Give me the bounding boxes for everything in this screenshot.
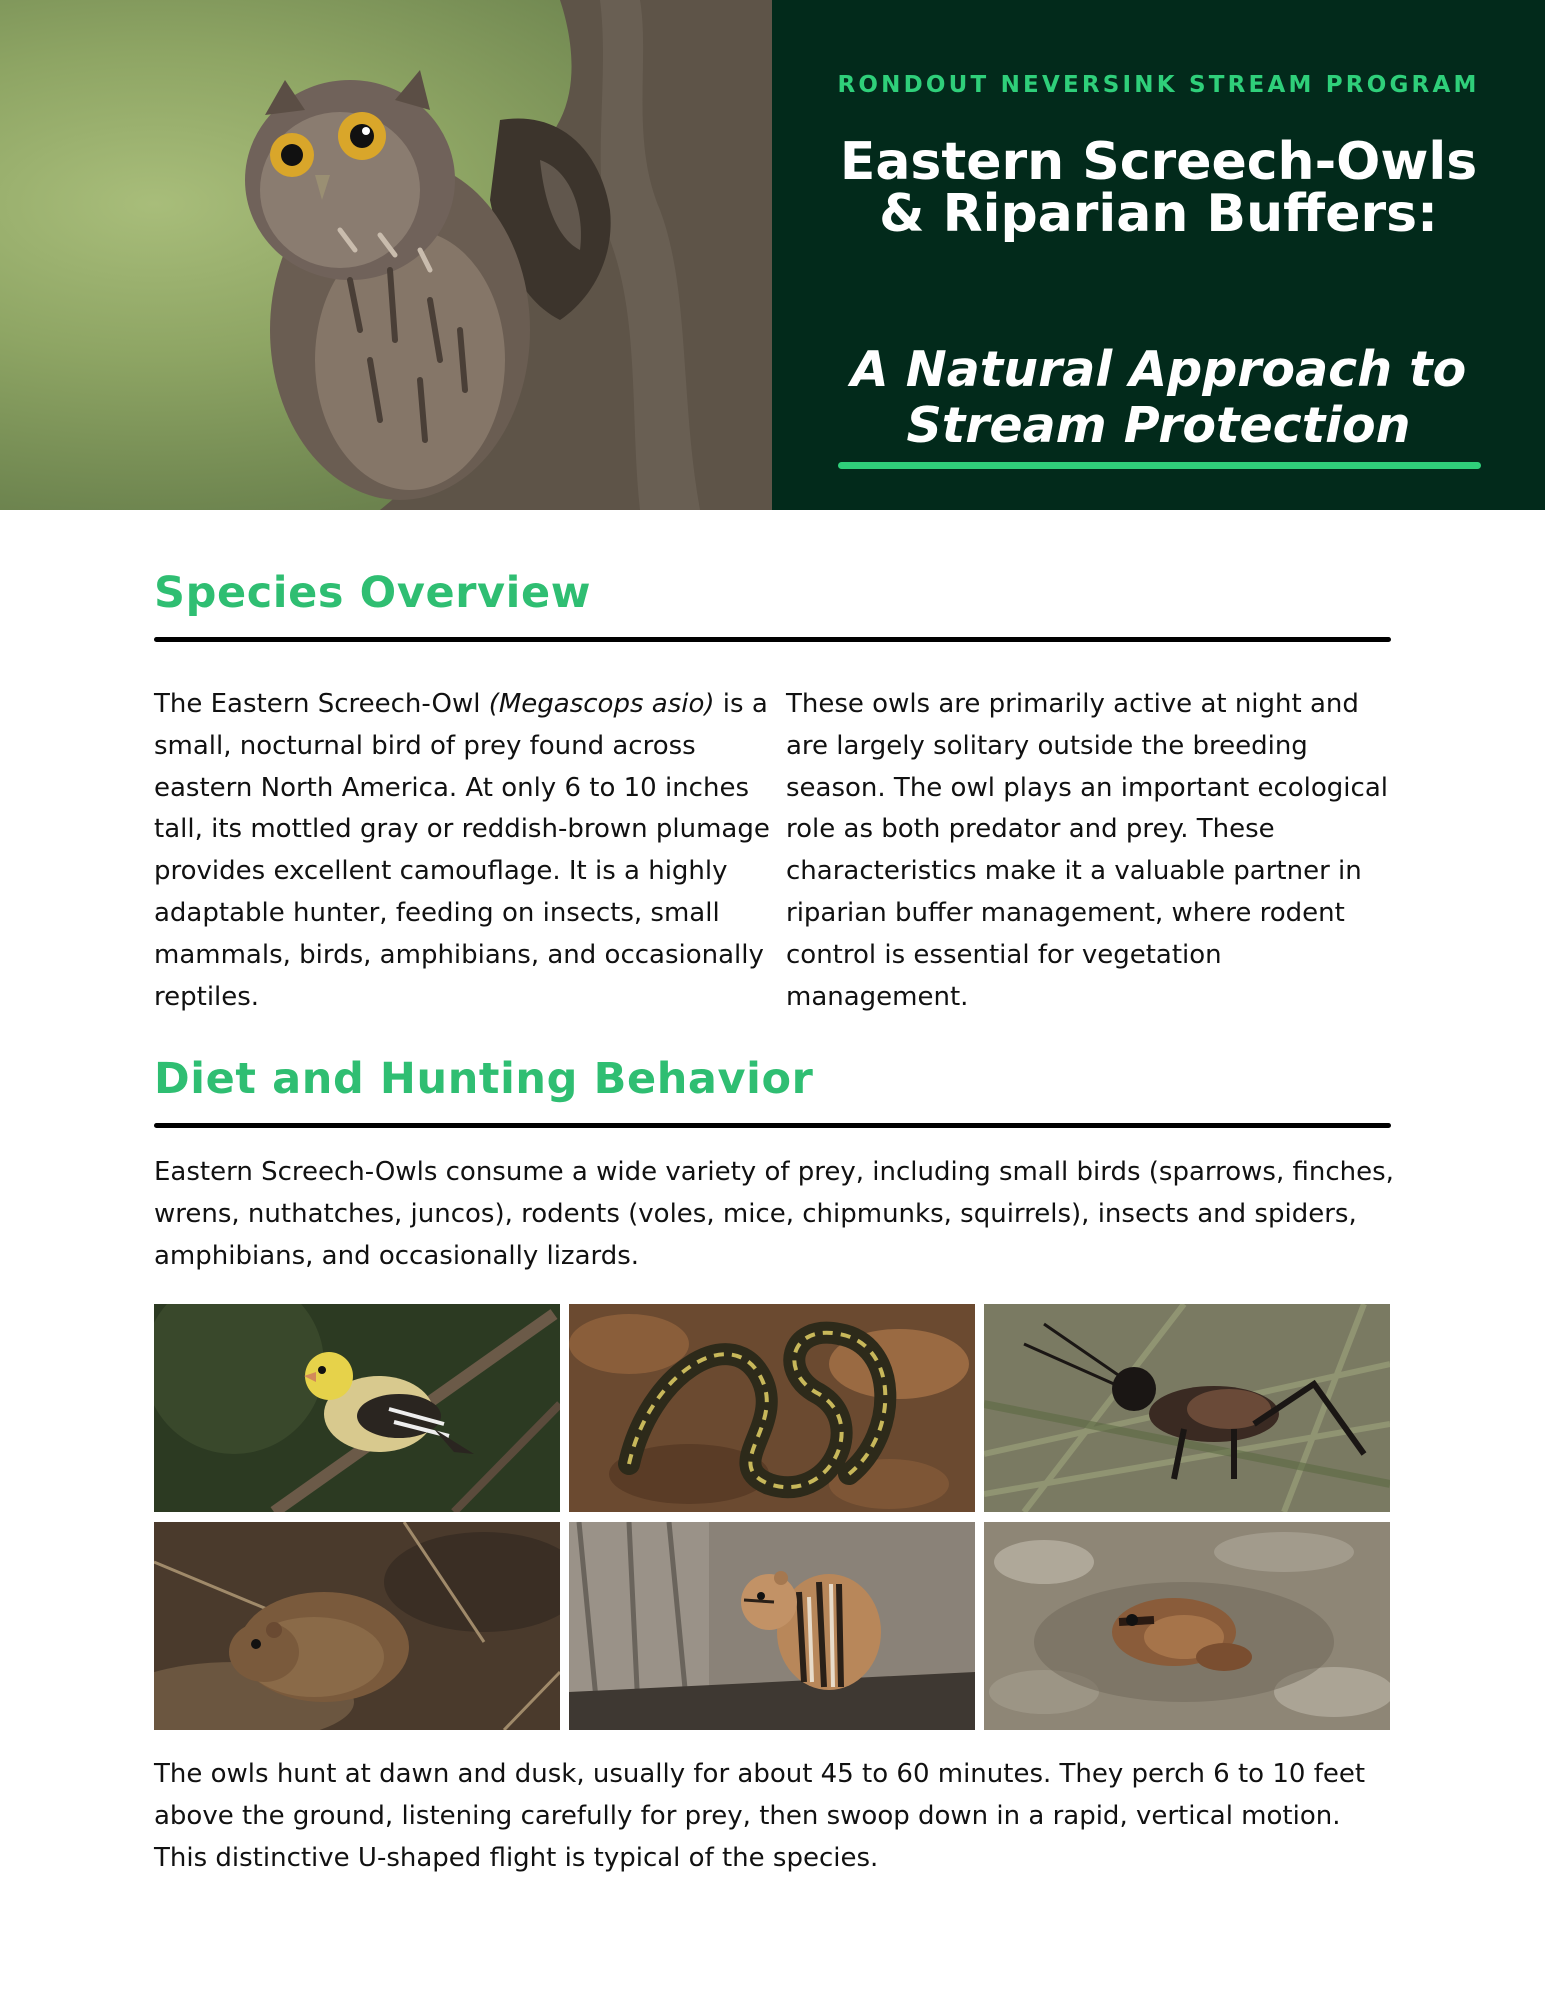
- scientific-name: (Megascops asio): [488, 689, 715, 719]
- cricket-photo: [984, 1304, 1390, 1512]
- diet-intro-paragraph: Eastern Screech-Owls consume a wide variety of prey, including small birds (sparrows, finches, wrens, nuthatches, juncos), rodents (voles, mice, chipmunks, squirrels), insects and spiders, amphibians, and occasionally lizards.: [154, 1157, 1394, 1271]
- section-divider: [154, 1123, 1391, 1128]
- screech-owl-photo: [0, 0, 772, 510]
- goldfinch-photo: [154, 1304, 560, 1512]
- owl-illustration: [0, 0, 772, 510]
- title-panel: [772, 0, 1545, 510]
- vole-photo: [154, 1522, 560, 1730]
- overview-left-text: is a small, nocturnal bird of prey found across eastern North America. At only 6 to 10 inches tall, its mottled gray or reddish-brown plumage provides excellent camouflage. It is a highly adaptable hunter, feeding on insects, small mammals, birds, amphibians, and occasionally reptiles.: [154, 689, 770, 1012]
- overview-left-column: [154, 684, 779, 1018]
- chipmunk-photo: [569, 1522, 975, 1730]
- species-overview-heading: Species Overview: [154, 568, 592, 618]
- page-subtitle: A Natural Approach to Stream Protection: [850, 341, 1467, 454]
- hunting-paragraph: The owls hunt at dawn and dusk, usually for about 45 to 60 minutes. They perch 6 to 10 feet above the ground, listening carefully for prey, then swoop down in a rapid, vertical motion. This distinctive U-shaped flight is typical of the species.: [154, 1759, 1366, 1873]
- prey-photo-grid: [154, 1304, 1391, 1730]
- overview-right-column: These owls are primarily active at night and are largely solitary outside the breeding season. The owl plays an important ecological role as both predator and prey. These characteristics make it a valuable partner in riparian buffer management, where rodent control is essential for vegetation management.: [786, 689, 1388, 1012]
- program-name: RONDOUT NEVERSINK STREAM PROGRAM: [837, 72, 1480, 98]
- page-title: Eastern Screech-Owls & Riparian Buffers:: [839, 132, 1478, 244]
- garter-snake-photo: [569, 1304, 975, 1512]
- hero-banner: [0, 0, 1545, 510]
- wood-frog-photo: [984, 1522, 1390, 1730]
- overview-intro: The Eastern Screech-Owl: [154, 689, 489, 719]
- section-divider: [154, 637, 1391, 642]
- title-underline: [838, 462, 1481, 469]
- diet-heading: Diet and Hunting Behavior: [154, 1054, 814, 1104]
